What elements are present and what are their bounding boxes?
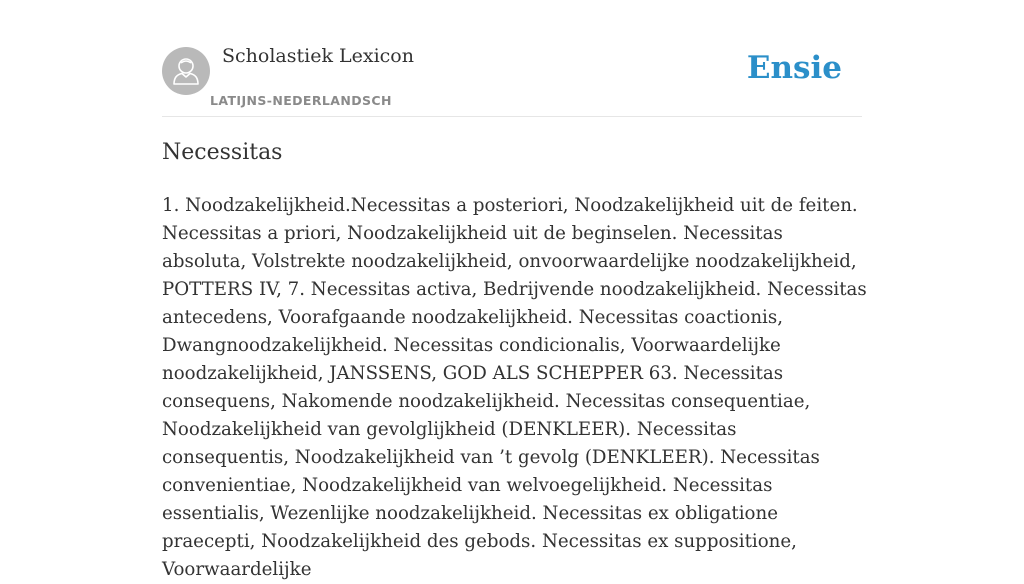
header <box>162 0 862 117</box>
entry-body: 1. Noodzakelijkheid.Necessitas a posteriori, Noodzakelijkheid uit de feiten. Necessitas a priori, Noodzakelijkheid uit de beginselen. Necessitas absoluta, Volstrekte noodzakelijkheid, onvoorwaardelijke noodzakelijkheid, POTTERS IV, 7. Necessitas activa, Bedrijvende noodzakelijkheid. Necessitas antecedens, Voorafgaande noodzakelijkheid. Necessitas coactionis, Dwangnoodzakelijkheid. Necessitas condicionalis, Voorwaardelijke noodzakelijkheid, JANSSENS, GOD ALS SCHEPPER 63. Necessitas consequens, Nakomende noodzakelijkheid. Necessitas consequentiae, Noodzakelijkheid van gevolglijkheid (DENKLEER). Necessitas consequentis, Noodzakelijkheid van ’t gevolg (DENKLEER). Necessitas convenientiae, Noodzakelijkheid van welvoegelijkheid. Necessitas essentialis, Wezenlijke noodzakelijkheid. Necessitas ex obligatione praecepti, Noodzakelijkheid des gebods. Necessitas ex suppositione, Voorwaardelijke <box>162 195 867 580</box>
content-container <box>162 0 867 580</box>
book-title[interactable]: Scholastiek Lexicon <box>222 45 414 67</box>
book-subtitle: LATIJNS-NEDERLANDSCH <box>210 93 392 108</box>
entry-title: Necessitas <box>162 140 283 165</box>
brand-logo[interactable]: Ensie <box>746 50 842 86</box>
user-avatar-icon[interactable] <box>162 47 210 95</box>
